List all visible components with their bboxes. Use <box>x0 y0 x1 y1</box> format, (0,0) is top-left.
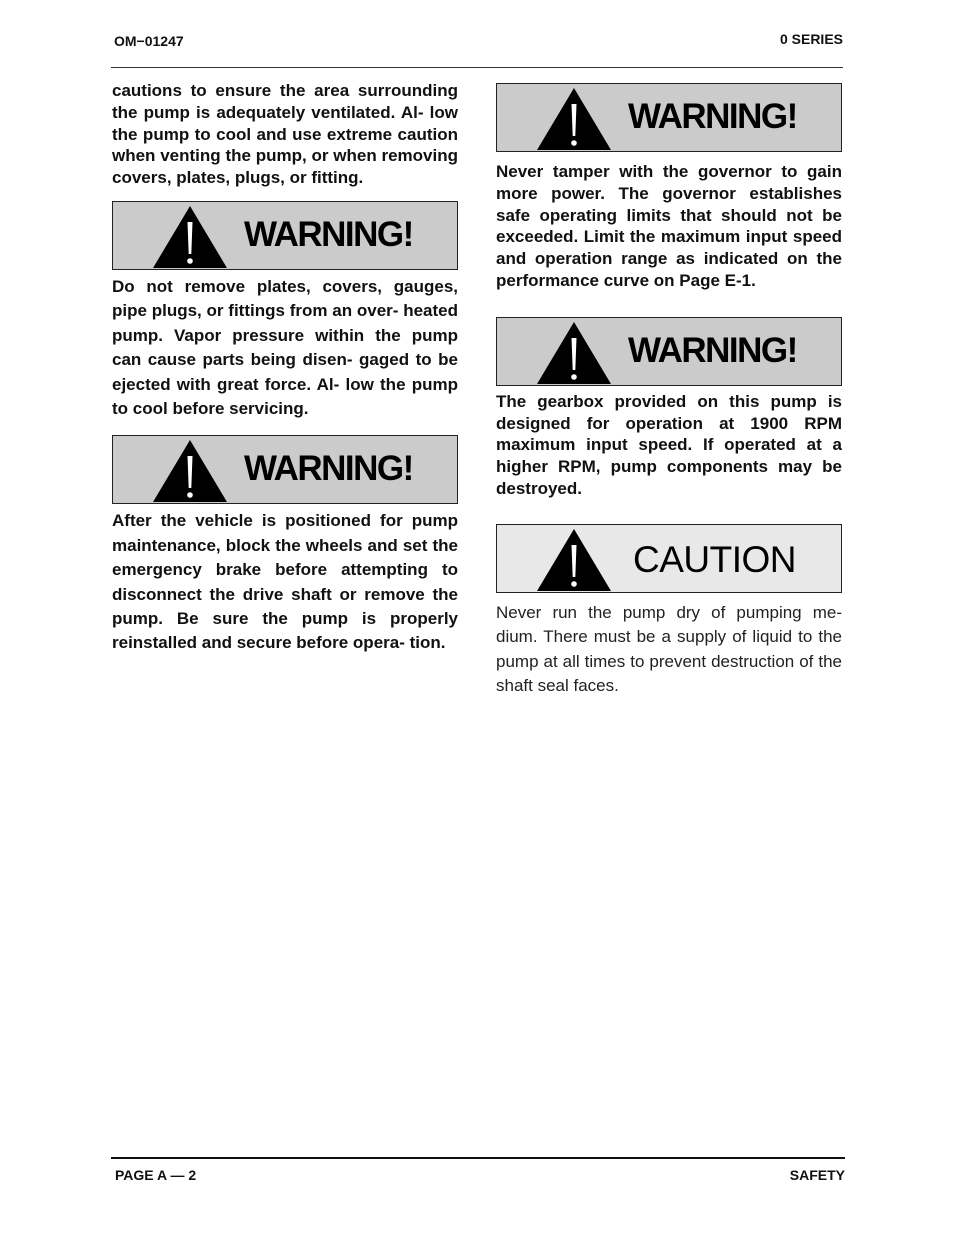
caution-text: Never run the pump dry of pumping me- dium. There must be a supply of liquid to the pump at all times to prevent destruction of the shaft seal faces. <box>496 602 842 695</box>
document-number: OM−01247 <box>114 33 184 49</box>
warning-1-text: Do not remove plates, covers, gauges, pipe plugs, or fittings from an over- heated pump. Vapor pressure within the pump can cause parts being disen- gaged to be ejected with great force. Al- low the pump to cool before servicing. <box>112 276 458 419</box>
warning-2-text: After the vehicle is positioned for pump maintenance, block the wheels and set the emergency brake before attempting to disconnect the drive shaft or remove the pump. Be sure the pump is properly reinstalled and secure before opera- tion. <box>112 511 458 653</box>
intro-paragraph: cautions to ensure the area surrounding the pump is adequately ventilated. Al- low the pump to cool and use extreme caution when venting the pump, or when removing covers, plates, plugs, or fitting. <box>112 81 458 188</box>
exclamation-triangle-icon <box>153 440 227 502</box>
exclamation-triangle-icon <box>153 206 227 268</box>
warning-label: WARNING! <box>244 449 413 489</box>
warning-label: WARNING! <box>628 97 797 136</box>
header-divider <box>111 67 843 68</box>
exclamation-triangle-icon <box>537 88 611 150</box>
exclamation-triangle-icon <box>537 322 611 384</box>
caution-sign <box>496 524 842 593</box>
warning-label: WARNING! <box>244 214 413 254</box>
page-number: PAGE A — 2 <box>115 1167 197 1183</box>
footer-divider <box>111 1157 845 1159</box>
warning-3-text: Never tamper with the governor to gain more power. The governor establishes safe operating limits that should not be exceeded. Limit the maximum input speed and operation range as indicated on the performance curve on Page E-1. <box>496 162 842 290</box>
caution-label: CAUTION <box>633 538 796 580</box>
right-column <box>496 80 842 698</box>
warning-4-text: The gearbox provided on this pump is designed for operation at 1900 RPM maximum input speed. If operated at a higher RPM, pump components may be destroyed. <box>496 391 842 498</box>
warning-label: WARNING! <box>628 330 797 370</box>
warning-sign-2 <box>112 435 458 504</box>
series-label: 0 SERIES <box>779 31 843 47</box>
left-column <box>112 80 458 656</box>
warning-sign-4 <box>496 317 842 386</box>
warning-sign-1 <box>112 201 458 270</box>
warning-sign-3 <box>496 83 842 152</box>
exclamation-triangle-icon <box>537 529 611 591</box>
section-label: SAFETY <box>789 1167 845 1183</box>
